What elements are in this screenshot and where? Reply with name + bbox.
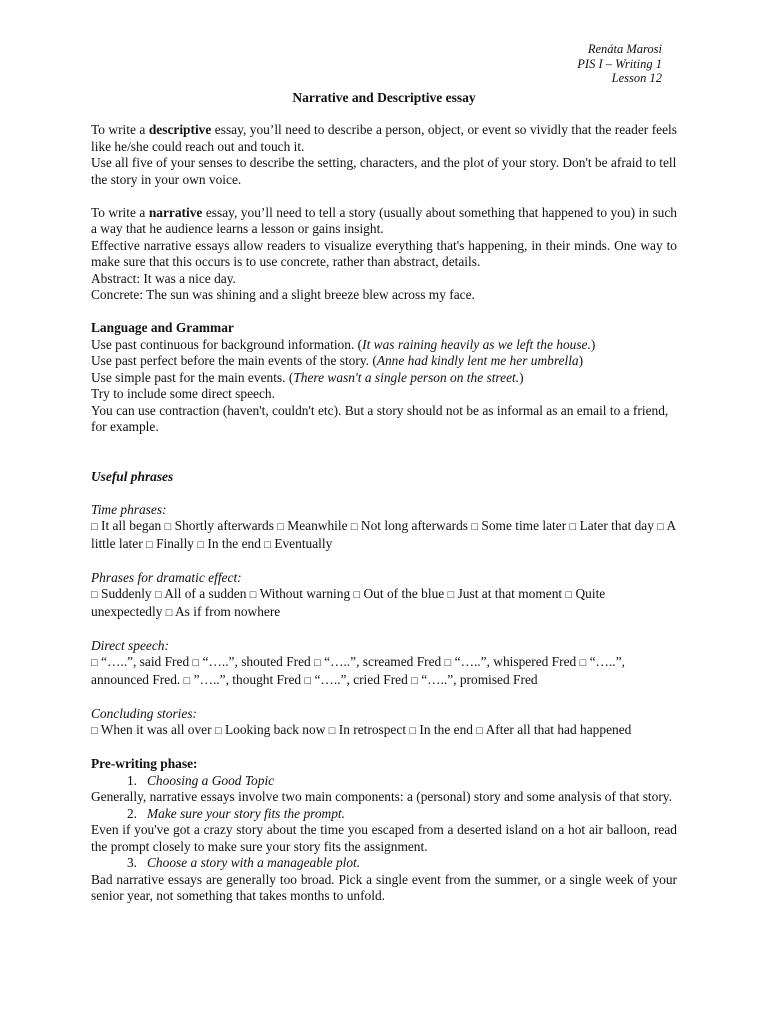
checkbox-icon: □ xyxy=(192,657,200,669)
checkbox-icon: □ xyxy=(91,589,98,601)
checkbox-icon: □ xyxy=(411,674,418,687)
checkbox-icon: □ xyxy=(409,725,417,737)
grammar-line-1: Use past continuous for background information. (It was raining heavily as we left the house.) xyxy=(91,336,596,352)
checkbox-icon: □ xyxy=(264,538,271,551)
grammar-line-5: You can use contraction (haven't, couldn't etc). But a story should not be as informal as an email to a friend, for example. xyxy=(91,402,669,434)
checkbox-icon: □ xyxy=(444,657,452,669)
grammar-line-3: Use simple past for the main events. (There wasn't a single person on the street.) xyxy=(91,369,524,385)
phrase-item: Finally xyxy=(156,535,195,551)
phrase-item: “…..”, shouted Fred xyxy=(202,654,311,669)
narrative-paragraph: To write a narrative essay, you’ll need to tell a story (usually about something that happened to you) in such a way that he audience learns a lesson or gains insight. xyxy=(91,204,677,236)
checkbox-icon: □ xyxy=(214,725,222,737)
author-name: Renáta Marosi xyxy=(587,42,662,56)
direct-speech-list xyxy=(91,654,677,689)
page-header xyxy=(577,42,662,86)
phrase-item: A little later xyxy=(91,518,676,551)
phrase-item: Looking back now xyxy=(224,722,326,737)
prewriting-item-3-title: 3. Choose a story with a manageable plot. xyxy=(126,855,361,870)
time-phrases-list xyxy=(91,518,677,553)
concluding-stories-list xyxy=(91,722,677,740)
phrase-item: Not long afterwards xyxy=(360,518,469,533)
checkbox-icon: □ xyxy=(565,589,573,601)
descriptive-keyword: descriptive xyxy=(148,122,212,137)
direct-speech-label: Direct speech: xyxy=(91,637,169,653)
concluding-stories-label: Concluding stories: xyxy=(91,705,198,721)
prewriting-heading: Pre-writing phase: xyxy=(91,756,198,771)
phrase-item: After all that had happened xyxy=(485,722,632,737)
checkbox-icon: □ xyxy=(91,657,98,669)
lesson-number: Lesson 12 xyxy=(611,71,662,85)
checkbox-icon: □ xyxy=(447,589,455,601)
checkbox-icon: □ xyxy=(569,521,577,533)
effective-narrative-paragraph: Effective narrative essays allow readers to visualize everything that's happening, in their minds. One way to make sure that this occurs is to use concrete, rather than abstract, details. xyxy=(91,237,677,269)
course-name: PIS I – Writing 1 xyxy=(577,56,662,71)
phrase-item: ”…..”, thought Fred xyxy=(193,671,302,687)
phrase-item: “…..”, said Fred xyxy=(101,654,190,669)
phrase-item: Out of the blue xyxy=(363,586,445,601)
phrase-item: Later that day xyxy=(579,518,654,533)
phrase-item: All of a sudden xyxy=(164,586,247,601)
checkbox-icon: □ xyxy=(277,521,284,533)
dramatic-phrases-list xyxy=(91,586,677,621)
useful-phrases-heading: Useful phrases xyxy=(91,468,174,484)
prewriting-item-1-text: Generally, narrative essays involve two main components: a (personal) story and some analysis of that story. xyxy=(91,789,672,804)
checkbox-icon: □ xyxy=(91,725,98,737)
phrase-item: “…..”, promised Fred xyxy=(421,671,538,687)
document-title: Narrative and Descriptive essay xyxy=(292,90,476,105)
dramatic-phrases-label: Phrases for dramatic effect: xyxy=(91,569,242,585)
phrase-item: “…..”, cried Fred xyxy=(314,671,408,687)
abstract-example: Abstract: It was a nice day. xyxy=(91,270,236,286)
prewriting-item-3-text: Bad narrative essays are generally too broad. Pick a single event from the summer, or a single week of your senior year, not something that takes months to unfold. xyxy=(91,871,677,903)
prewriting-item-2-text: Even if you've got a crazy story about the time you escaped from a deserted island on a hot air balloon, read the prompt closely to make sure your story fits the assignment. xyxy=(91,822,677,854)
checkbox-icon: □ xyxy=(471,521,479,533)
checkbox-icon: □ xyxy=(146,538,153,551)
phrase-item: Just at that moment xyxy=(457,586,563,601)
descriptive-paragraph: To write a descriptive essay, you’ll need to describe a person, object, or event so vividly that the reader feels like he/she could reach out and touch it. xyxy=(91,122,677,154)
checkbox-icon: □ xyxy=(353,589,361,601)
phrase-item: In the end xyxy=(419,722,473,737)
checkbox-icon: □ xyxy=(304,674,312,687)
senses-paragraph: Use all five of your senses to describe the setting, characters, and the plot of your story. Don't be afraid to tell the story in your own voice. xyxy=(91,155,677,187)
checkbox-icon: □ xyxy=(579,657,587,669)
phrase-item: Suddenly xyxy=(101,586,152,601)
phrase-item: It all began xyxy=(101,518,162,533)
phrase-item: Without warning xyxy=(259,586,351,601)
concrete-example: Concrete: The sun was shining and a slight breeze blew across my face. xyxy=(91,287,475,302)
checkbox-icon: □ xyxy=(154,589,162,601)
phrase-item: In the end xyxy=(207,535,261,551)
grammar-line-4: Try to include some direct speech. xyxy=(91,386,275,401)
prewriting-item-2-title: 2. Make sure your story fits the prompt. xyxy=(126,805,345,821)
phrase-item: “…..”, whispered Fred xyxy=(454,654,577,669)
prewriting-item-1-title: 1. Choosing a Good Topic xyxy=(126,772,275,788)
phrase-item: In retrospect xyxy=(338,722,407,737)
checkbox-icon: □ xyxy=(249,589,257,601)
phrase-item: Shortly afterwards xyxy=(174,518,274,533)
checkbox-icon: □ xyxy=(657,521,664,533)
checkbox-icon: □ xyxy=(197,538,205,551)
phrase-item: As if from nowhere xyxy=(175,603,281,619)
grammar-heading: Language and Grammar xyxy=(91,320,234,335)
grammar-line-2: Use past perfect before the main events of the story. (Anne had kindly lent me her umbrella) xyxy=(91,353,584,368)
phrase-item: Some time later xyxy=(481,518,567,533)
checkbox-icon: □ xyxy=(328,725,336,737)
phrase-item: “…..”, screamed Fred xyxy=(324,654,442,669)
time-phrases-label: Time phrases: xyxy=(91,501,167,517)
checkbox-icon: □ xyxy=(183,674,191,687)
checkbox-icon: □ xyxy=(164,521,172,533)
phrase-item: When it was all over xyxy=(100,722,212,737)
checkbox-icon: □ xyxy=(165,606,173,619)
checkbox-icon: □ xyxy=(91,521,98,533)
phrase-item: Quite unexpectedly xyxy=(91,586,606,619)
document-body xyxy=(91,122,677,905)
checkbox-icon: □ xyxy=(314,657,321,669)
phrase-item: “…..”, announced Fred. xyxy=(91,654,625,687)
narrative-keyword: narrative xyxy=(148,204,203,220)
phrase-item: Eventually xyxy=(274,535,333,551)
phrase-item: Meanwhile xyxy=(287,518,348,533)
checkbox-icon: □ xyxy=(350,521,358,533)
checkbox-icon: □ xyxy=(476,725,483,737)
